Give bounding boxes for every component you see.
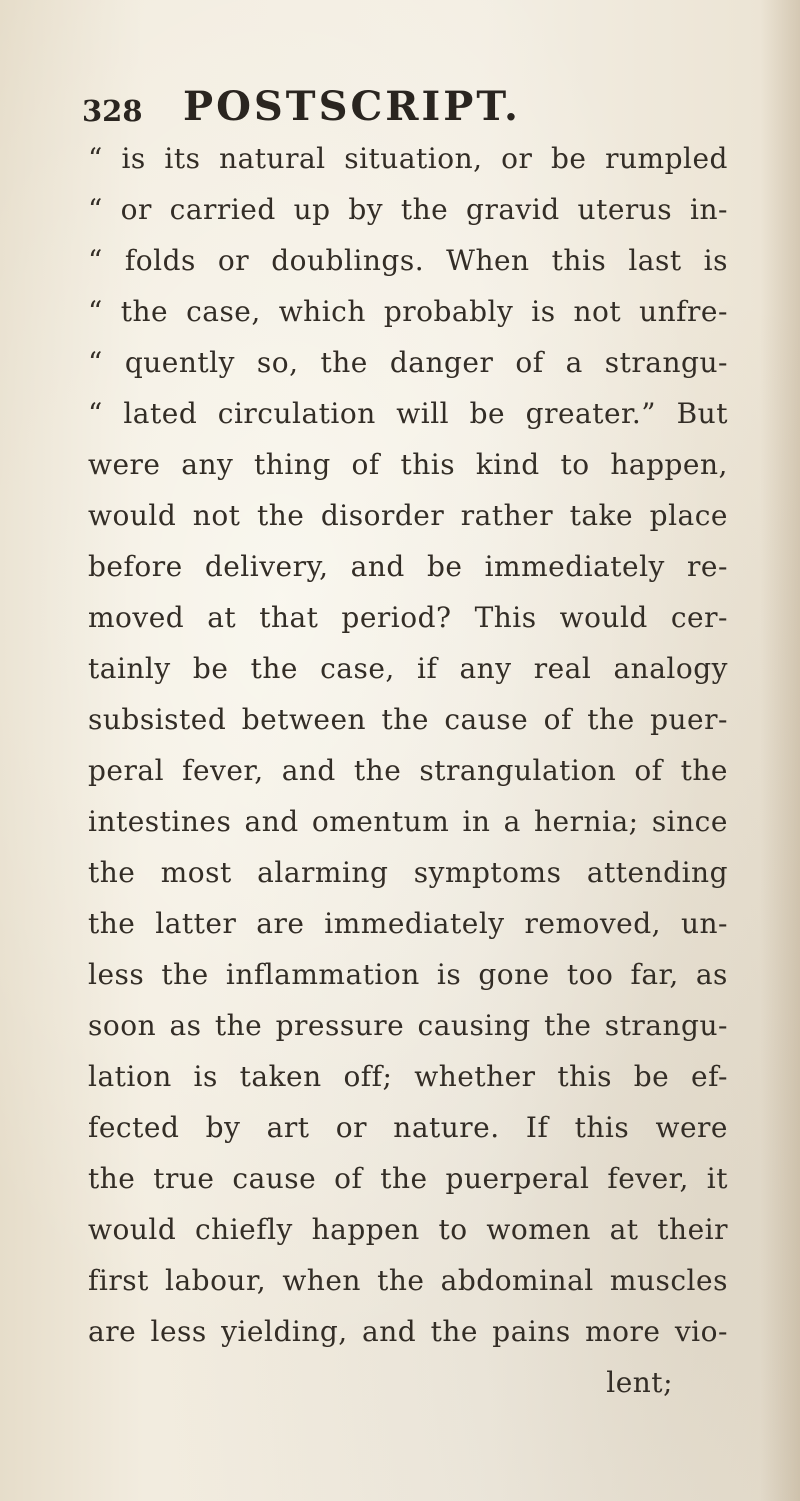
word: or — [217, 244, 250, 277]
word: puer- — [650, 703, 728, 736]
word: unfre- — [639, 295, 728, 328]
word: situation, — [344, 142, 483, 175]
text-line — [88, 193, 728, 244]
word: happen — [311, 1213, 420, 1246]
word: un- — [680, 907, 728, 940]
text-line — [88, 295, 728, 346]
word: analogy — [613, 652, 728, 685]
word: the — [680, 754, 728, 787]
word: fected — [88, 1111, 180, 1144]
word: any — [181, 448, 234, 481]
word: and — [244, 805, 299, 838]
word: is — [531, 295, 556, 328]
word: that — [259, 601, 319, 634]
word: doublings. — [271, 244, 425, 277]
word: any — [459, 652, 512, 685]
word: off; — [343, 1060, 393, 1093]
word: real — [533, 652, 592, 685]
page-number: 328 — [82, 94, 143, 128]
word: hernia; — [534, 805, 639, 838]
word: is — [193, 1060, 218, 1093]
word: the — [377, 1264, 425, 1297]
word: alarming — [257, 856, 389, 889]
word: probably — [383, 295, 514, 328]
word: take — [569, 499, 634, 532]
text-line — [88, 652, 728, 703]
word: were — [655, 1111, 728, 1144]
word: since — [651, 805, 728, 838]
word: and — [362, 1315, 417, 1348]
word: most — [160, 856, 232, 889]
word: be — [192, 652, 229, 685]
word: would — [559, 601, 648, 634]
word: “ — [88, 397, 103, 430]
word: attending — [586, 856, 728, 889]
text-line — [88, 856, 728, 907]
word: quently — [124, 346, 235, 379]
word: the — [320, 346, 368, 379]
word: pains — [492, 1315, 571, 1348]
word: uterus — [577, 193, 673, 226]
word: women — [486, 1213, 591, 1246]
word: first — [88, 1264, 149, 1297]
word: it — [706, 1162, 728, 1195]
word: soon — [88, 1009, 157, 1042]
word: labour, — [165, 1264, 267, 1297]
word: of — [334, 1162, 363, 1195]
text-line — [88, 1264, 728, 1315]
word: this — [400, 448, 456, 481]
word: rumpled — [605, 142, 728, 175]
word: removed, — [524, 907, 662, 940]
word: peral — [88, 754, 165, 787]
word: be — [551, 142, 587, 175]
text-line — [88, 703, 728, 754]
word: far, — [630, 958, 679, 991]
word: happen, — [610, 448, 728, 481]
word: of — [543, 703, 572, 736]
word: fever, — [607, 1162, 689, 1195]
word: which — [278, 295, 366, 328]
word: kind — [475, 448, 540, 481]
word: immediately — [484, 550, 665, 583]
word: immediately — [324, 907, 505, 940]
word: the — [587, 703, 635, 736]
word: greater.” — [525, 397, 657, 430]
word: the — [250, 652, 298, 685]
word: the — [430, 1315, 478, 1348]
word: in — [462, 805, 491, 838]
word: of — [634, 754, 663, 787]
word: true — [153, 1162, 215, 1195]
word: natural — [219, 142, 326, 175]
word: are — [256, 907, 305, 940]
text-line — [88, 448, 728, 499]
text-line — [88, 1315, 728, 1366]
word: rather — [460, 499, 554, 532]
text-line — [88, 907, 728, 958]
word: will — [396, 397, 450, 430]
word: “ — [88, 244, 103, 277]
word: But — [676, 397, 728, 430]
word: danger — [389, 346, 494, 379]
word: too — [566, 958, 614, 991]
word: is — [703, 244, 728, 277]
word: strangu- — [604, 346, 728, 379]
word: a — [503, 805, 521, 838]
word: its — [164, 142, 201, 175]
word: delivery, — [204, 550, 329, 583]
word: abdominal — [440, 1264, 594, 1297]
word: fever, — [182, 754, 264, 787]
text-line — [88, 1162, 728, 1213]
text-line — [88, 958, 728, 1009]
text-line — [88, 550, 728, 601]
word: this — [574, 1111, 630, 1144]
word: are — [88, 1315, 137, 1348]
word: be — [469, 397, 506, 430]
text-line — [88, 1366, 728, 1417]
word: yielding, — [221, 1315, 348, 1348]
word: ef- — [691, 1060, 728, 1093]
word: circulation — [217, 397, 376, 430]
word: by — [205, 1111, 241, 1144]
word: art — [266, 1111, 310, 1144]
text-line — [88, 397, 728, 448]
word: lation — [88, 1060, 172, 1093]
text-line — [88, 499, 728, 550]
word: the — [381, 703, 429, 736]
word: the — [88, 907, 136, 940]
running-head: POSTSCRIPT. — [183, 83, 521, 130]
word: latter — [155, 907, 237, 940]
word: “ — [88, 295, 103, 328]
word: in- — [689, 193, 728, 226]
word: or — [335, 1111, 368, 1144]
word: chiefly — [194, 1213, 293, 1246]
word: the — [120, 295, 169, 328]
word: pressure — [275, 1009, 405, 1042]
word: between — [241, 703, 367, 736]
word: “ — [88, 142, 103, 175]
word: or — [120, 193, 152, 226]
text-line — [88, 601, 728, 652]
word: be — [426, 550, 463, 583]
word: less — [88, 958, 145, 991]
word: disorder — [320, 499, 445, 532]
word: the — [214, 1009, 263, 1042]
word: less — [150, 1315, 207, 1348]
word: tainly — [88, 652, 171, 685]
word: when — [282, 1264, 361, 1297]
text-line — [88, 805, 728, 856]
word: is — [436, 958, 462, 991]
word: causing — [417, 1009, 531, 1042]
word: this — [551, 244, 607, 277]
word: at — [609, 1213, 639, 1246]
word: case, — [186, 295, 261, 328]
word: to — [438, 1213, 468, 1246]
word: and — [350, 550, 405, 583]
word: the — [400, 193, 449, 226]
word: case, — [320, 652, 395, 685]
word: would — [88, 1213, 177, 1246]
word: If — [525, 1111, 549, 1144]
word: the — [544, 1009, 592, 1042]
text-line — [88, 142, 728, 193]
word: by — [348, 193, 384, 226]
text-line — [88, 1060, 728, 1111]
word: folds — [124, 244, 196, 277]
word: taken — [239, 1060, 322, 1093]
word: not — [573, 295, 622, 328]
word: moved — [88, 601, 185, 634]
word: at — [207, 601, 237, 634]
word: carried — [169, 193, 276, 226]
word: re- — [687, 550, 728, 583]
page-header — [82, 80, 722, 136]
word: up — [293, 193, 331, 226]
word: would — [88, 499, 177, 532]
word: of — [351, 448, 380, 481]
word: whether — [414, 1060, 536, 1093]
word: of — [515, 346, 544, 379]
word: cause — [232, 1162, 317, 1195]
word: inflammation — [225, 958, 420, 991]
word: When — [446, 244, 530, 277]
word: “ — [88, 346, 103, 379]
word: the — [353, 754, 402, 787]
word: as — [169, 1009, 202, 1042]
word: puerperal — [445, 1162, 590, 1195]
word: period? — [341, 601, 452, 634]
word: lated — [123, 397, 198, 430]
body-text — [88, 142, 728, 1417]
word: strangu- — [604, 1009, 728, 1042]
word: cause — [444, 703, 529, 736]
word: strangulation — [419, 754, 617, 787]
word: is — [121, 142, 146, 175]
word: the — [256, 499, 305, 532]
word: place — [649, 499, 728, 532]
word: “ — [88, 193, 103, 226]
word: the — [380, 1162, 428, 1195]
word: ; — [663, 1366, 673, 1399]
text-line — [88, 1111, 728, 1162]
word: thing — [254, 448, 331, 481]
word: gravid — [466, 193, 560, 226]
word: vio- — [674, 1315, 728, 1348]
word: the — [88, 1162, 136, 1195]
word: if — [416, 652, 438, 685]
word: the — [161, 958, 209, 991]
word: be — [633, 1060, 670, 1093]
text-line — [88, 1213, 728, 1264]
text-line — [88, 346, 728, 397]
word: symptoms — [413, 856, 562, 889]
word: so, — [256, 346, 299, 379]
word: lent — [606, 1366, 664, 1399]
word: the — [88, 856, 136, 889]
word: cer- — [670, 601, 728, 634]
word: before — [88, 550, 183, 583]
word: muscles — [609, 1264, 728, 1297]
word: intestines — [88, 805, 232, 838]
word: or — [501, 142, 533, 175]
word: subsisted — [88, 703, 227, 736]
word: last — [628, 244, 682, 277]
word: a — [565, 346, 583, 379]
word: more — [585, 1315, 661, 1348]
page-edge-shadow — [760, 0, 800, 1501]
word: omentum — [311, 805, 450, 838]
text-line — [88, 754, 728, 805]
word: nature. — [393, 1111, 500, 1144]
word: and — [281, 754, 336, 787]
text-line — [88, 1009, 728, 1060]
text-line — [88, 244, 728, 295]
word: not — [192, 499, 241, 532]
word: their — [657, 1213, 728, 1246]
word: to — [560, 448, 590, 481]
word: were — [88, 448, 161, 481]
word: this — [557, 1060, 612, 1093]
word: as — [695, 958, 728, 991]
word: This — [474, 601, 537, 634]
word: gone — [478, 958, 550, 991]
